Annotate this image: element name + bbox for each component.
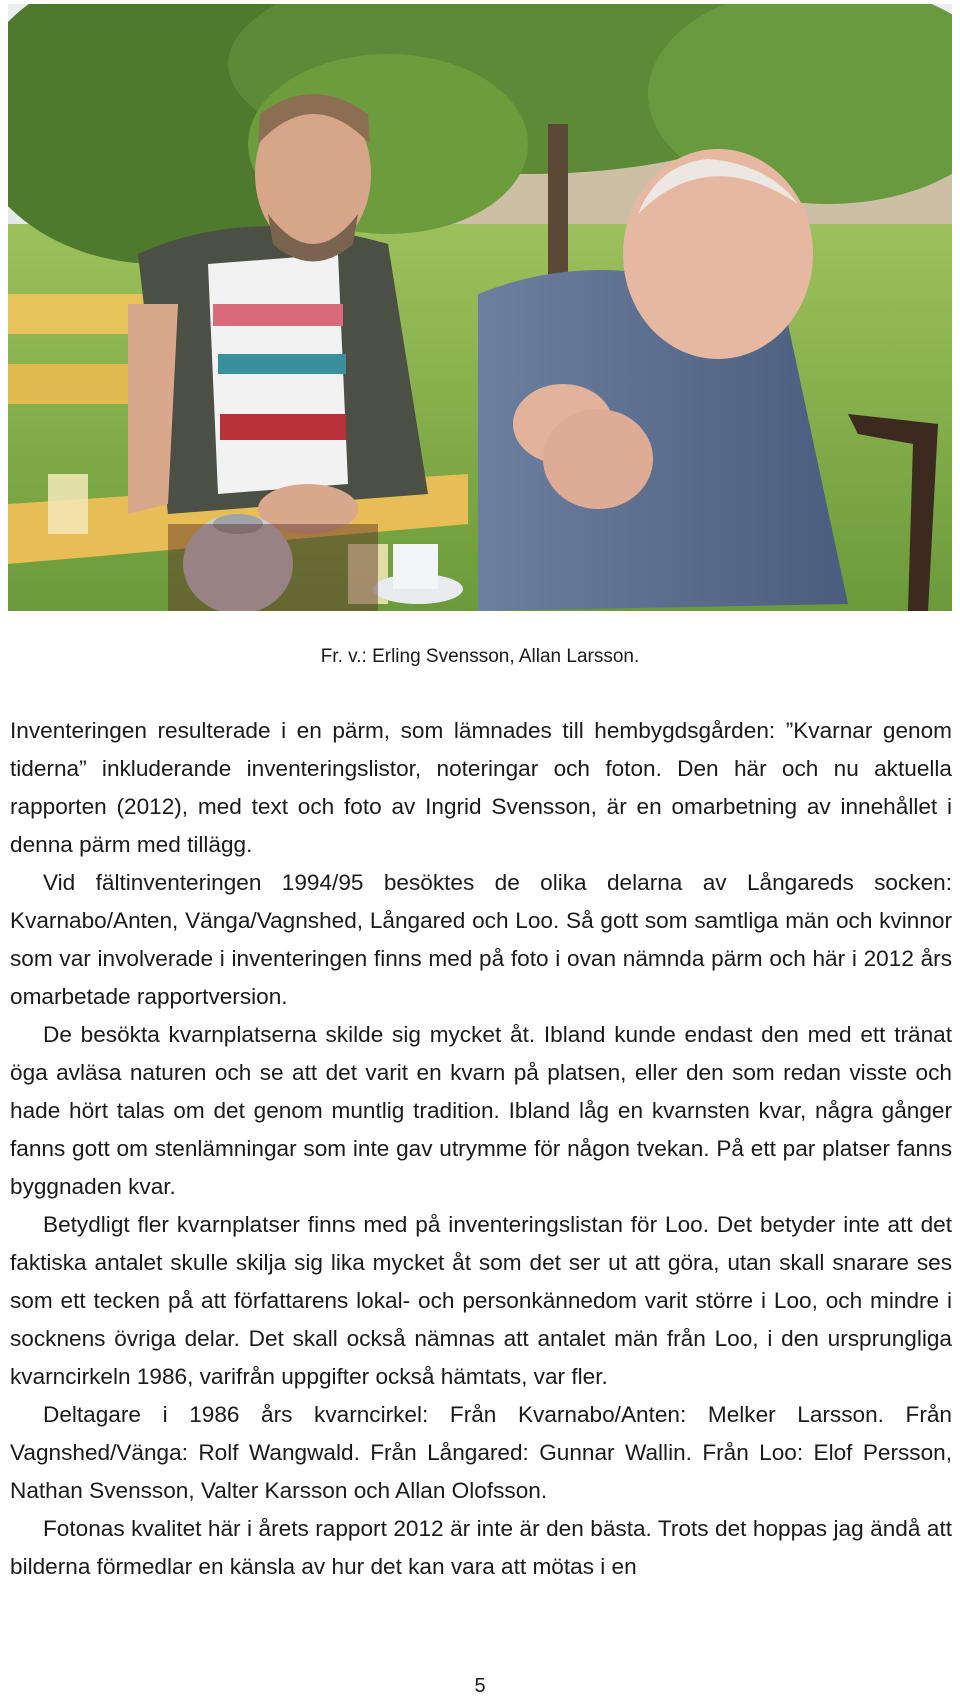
photo-caption: Fr. v.: Erling Svensson, Allan Larsson. xyxy=(320,646,640,667)
paragraph: Deltagare i 1986 års kvarncirkel: Från Kvarnabo/Anten: Melker Larsson. Från Vagnshed/Vänga: Rolf Wangwald. Från Långared: Gunnar Wallin. Från Loo: Elof Persson, Nathan Svensson, Valter Karsson och Allan Olofsson. xyxy=(10,1402,952,1503)
body-text xyxy=(10,712,952,1586)
paragraph: Fotonas kvalitet här i årets rapport 2012 är inte är den bästa. Trots det hoppas jag ändå att bilderna förmedlar en känsla av hur det kan vara att mötas i en xyxy=(10,1516,952,1579)
paragraph: Inventeringen resulterade i en pärm, som lämnades till hembygdsgården: ”Kvarnar genom tiderna” inkluderande inventeringslistor, noteringar och foton. Den här och nu aktuella rapporten (2012), med text och foto av Ingrid Svensson, är en omarbetning av innehållet i denna pärm med tillägg. xyxy=(10,718,952,857)
paragraph: Vid fältinventeringen 1994/95 besöktes de olika delarna av Långareds socken: Kvarnabo/Anten, Vänga/Vagnshed, Långared och Loo. Så gott som samtliga män och kvinnor som var involverade i inventeringen finns med på foto i ovan nämnda pärm och här i 2012 års omarbetade rapportversion. xyxy=(10,870,952,1009)
photo-illustration xyxy=(8,4,952,611)
page-number: 5 xyxy=(474,1675,486,1697)
paragraph: De besökta kvarnplatserna skilde sig mycket åt. Ibland kunde endast den med ett tränat öga avläsa naturen och se att det varit en kvarn på platsen, eller den som redan visste och hade hört talas om det genom muntlig tradition. Ibland låg en kvarnsten kvar, några gånger fanns gott om stenlämningar som inte gav utrymme för någon tvekan. På ett par platser fanns byggnaden kvar. xyxy=(10,1022,952,1199)
paragraph: Betydligt fler kvarnplatser finns med på inventeringslistan för Loo. Det betyder inte att det faktiska antalet skulle skilja sig lika mycket åt som det ser ut att göra, utan skall snarare ses som ett tecken på att författarens lokal- och personkännedom varit större i Loo, och mindre i socknens övriga delar. Det skall också nämnas att antalet män från Loo, i den ursprungliga kvarncirkeln 1986, varifrån uppgifter också hämtats, var fler. xyxy=(10,1212,952,1389)
outdoor-photo xyxy=(8,4,952,611)
